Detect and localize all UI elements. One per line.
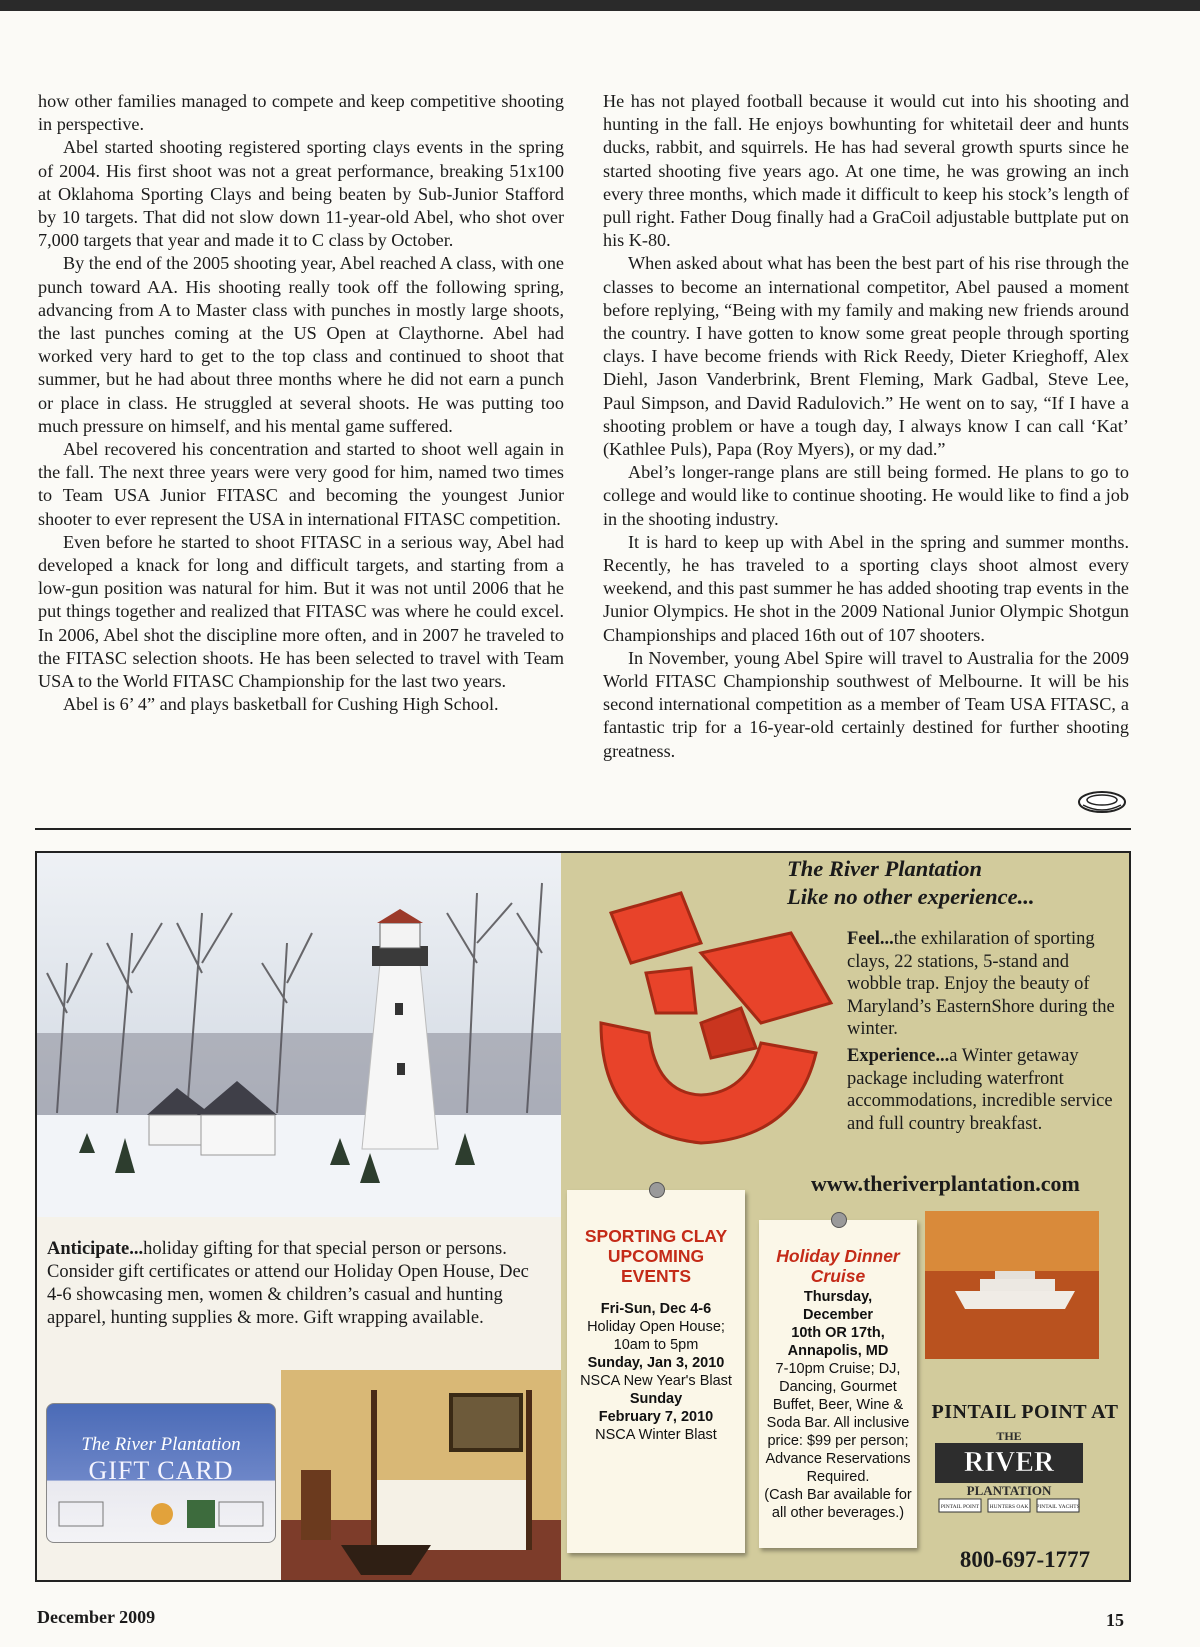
logo-text: THE: [996, 1429, 1022, 1443]
lighthouse-winter-photo: [37, 853, 561, 1217]
logo-text: RIVER: [963, 1447, 1055, 1478]
ad-phone[interactable]: 800-697-1777: [959, 1547, 1091, 1572]
note-line: Sunday, Jan 3, 2010: [587, 1355, 725, 1371]
article-paragraph: Abel’s longer-range plans are still being formed. He plans to go to college and would like to continue shooting. He would like to find a job in the shooting industry.: [603, 462, 1129, 529]
experience-text: a Winter getaway package including waterfront accommodations, incredible service and full country breakfast.: [847, 1045, 1113, 1134]
ad-headline-2: Like no other experience...: [787, 884, 1035, 909]
article-paragraph: how other families managed to compete and keep competitive shooting in perspective.: [38, 91, 564, 135]
experience-lead: Experience...: [847, 1045, 950, 1066]
gift-card-title: The River Plantation: [81, 1434, 241, 1455]
gift-card-image: [46, 1403, 276, 1543]
note-line: NSCA Winter Blast: [595, 1427, 717, 1443]
note-title-line: SPORTING CLAY: [584, 1226, 728, 1246]
events-note-lines: [567, 1300, 745, 1444]
note-line: 7-10pm Cruise; DJ, Dancing, Gourmet Buffet, Beer, Wine & Soda Bar. All inclusive price: $99 per person; Advance Reservations Required.: [765, 1361, 911, 1485]
events-note-title: [567, 1190, 745, 1286]
anticipate-copy: [47, 1238, 537, 1330]
note-line: December: [802, 1307, 874, 1323]
article-column-left: [38, 90, 564, 716]
dinner-note-lines: [759, 1288, 917, 1522]
note-title-line: UPCOMING: [607, 1246, 705, 1266]
pushpin-icon: [649, 1182, 665, 1198]
note-line: 10th OR 17th,: [791, 1325, 885, 1341]
note-title-line: Cruise: [810, 1266, 866, 1286]
note-line: 10am to 5pm: [613, 1337, 699, 1353]
ad-right-panel: [561, 853, 1129, 1580]
article-paragraph: He has not played football because it would cut into his shooting and hunting in the fall. He enjoys bowhunting for whitetail deer and hunts ducks, rabbit, and squirrels. He has had several growth spurts since he started shooting five years ago. At one time, he was growing an inch every three months, which made it difficult to keep his stock’s length of pull right. Father Doug finally had a GraCoil adjustable buttplate put on his K-80.: [603, 91, 1129, 251]
feel-text: the exhilaration of sporting clays, 22 stations, 5-stand and wobble trap. Enjoy the beauty of Maryland’s EasternShore during the winter.: [847, 929, 1115, 1040]
top-border: [0, 0, 1200, 11]
ad-headline-1: The River Plantation: [787, 856, 983, 881]
note-line: Fri-Sun, Dec 4-6: [600, 1301, 712, 1317]
note-line: Thursday,: [803, 1289, 873, 1305]
article-column-right: [603, 90, 1129, 763]
logo-small-text: HUNTERS OAK: [989, 1504, 1029, 1510]
article-paragraph: Abel recovered his concentration and started to shoot well again in the fall. The next three years were very good for him, named two times to Team USA Junior FITASC and becoming the youngest Junior shooter to ever represent the USA in international FITASC competition.: [38, 439, 564, 529]
anticipate-lead: Anticipate...: [47, 1239, 144, 1259]
river-plantation-ad: [35, 851, 1131, 1582]
note-title-line: EVENTS: [620, 1266, 692, 1286]
logo-small-text: PINTAIL YACHTS: [1036, 1504, 1080, 1510]
ad-left-panel: [37, 853, 561, 1580]
article-paragraph: By the end of the 2005 shooting year, Abel reached A class, with one punch toward AA. His shooting really took off the following spring, advancing from A to Master class with punches in mostly large shoots, the last punches coming at the US Open at Claythorne. Abel had worked very hard to get to the top class and continued to shoot that summer, but he had about three months where he did not earn a punch or place in class. He struggled at several shoots. He was putting too much pressure on himself, and his mental game suffered.: [38, 253, 564, 436]
feel-lead: Feel...: [847, 929, 894, 949]
anticipate-text: holiday gifting for that special person or persons. Consider gift certificates or attend our Holiday Open House, Dec 4-6 showcasing men, women & children’s casual and hunting apparel, hunting supplies & more. Gift wrapping available.: [47, 1239, 529, 1328]
article-paragraph: Abel started shooting registered sporting clays events in the spring of 2004. His first shoot was not a great performance, breaking 51x100 at Oklahoma Sporting Clays and being beaten by Sub-Junior Stafford by 10 targets. That did not slow down 11-year-old Abel, who shot over 7,000 targets that year and made it to C class by October.: [38, 137, 564, 251]
issue-date: December 2009: [37, 1607, 156, 1627]
article-paragraph: It is hard to keep up with Abel in the spring and summer months. Recently, he has traveled to a sporting clays shoot almost every weekend, and this past summer he has added shooting trap events in the Junior Olympics. He shot in the 2009 National Junior Olympic Shotgun Championships and placed 16th out of 107 shooters.: [603, 531, 1129, 645]
yacht-sunset-photo: [925, 1211, 1099, 1359]
pintail-point-text: PINTAIL POINT AT: [931, 1401, 1119, 1423]
article-divider: [35, 828, 1131, 830]
article-paragraph: Abel is 6’ 4” and plays basketball for Cushing High School.: [63, 694, 499, 715]
logo-text: PLANTATION: [966, 1483, 1052, 1498]
page-number: 15: [1106, 1610, 1124, 1630]
dinner-note-title: [759, 1220, 917, 1286]
sporting-clay-events-note: [567, 1190, 745, 1553]
article-paragraph: Even before he started to shoot FITASC in a serious way, Abel had developed a knack for long and difficult targets, and starting from a low-gun position was natural for him. But it was not until 2006 that he put things together and realized that FITASC was where he could excel. In 2006, Abel shot the discipline more often, and in 2007 he traveled to the FITASC selection shoots. He has been selected to travel with Team USA to the World FITASC Championship for the last two years.: [38, 531, 564, 692]
holiday-dinner-cruise-note: [759, 1220, 917, 1548]
note-line: Holiday Open House;: [587, 1319, 725, 1335]
bedroom-photo: [281, 1370, 561, 1580]
note-title-line: Holiday Dinner: [776, 1246, 900, 1266]
ad-website[interactable]: www.theriverplantation.com: [811, 1171, 1080, 1196]
note-line: Annapolis, MD: [787, 1343, 889, 1359]
pushpin-icon: [831, 1212, 847, 1228]
gift-card-subtitle: GIFT CARD: [88, 1456, 234, 1485]
gift-card-logos: [57, 1496, 265, 1532]
broken-clay-target-image: [561, 873, 841, 1163]
ad-headline: [787, 855, 1034, 911]
river-plantation-logo: [925, 1423, 1093, 1513]
logo-small-text: PINTAIL POINT: [940, 1504, 980, 1510]
note-line: Sunday: [629, 1391, 683, 1407]
ad-body: [847, 928, 1117, 1139]
article-paragraph: In November, young Abel Spire will travel to Australia for the 2009 World FITASC Championship southwest of Melbourne. It will be his second international competition as a member of Team USA FITASC, a fantastic trip for a 16-year-old certainly destined for further shooting greatness.: [603, 647, 1129, 761]
note-line: NSCA New Year's Blast: [580, 1373, 732, 1389]
note-line: February 7, 2010: [598, 1409, 714, 1425]
note-line: (Cash Bar available for all other beverages.): [764, 1487, 912, 1521]
article-paragraph: When asked about what has been the best part of his rise through the classes to become an international competitor, Abel paused a moment before replying, “Being with my family and making new friends around the country. I have gotten to know some great people through sporting clays. I have become friends with Rick Reedy, Dieter Krieghoff, Alex Diehl, Jason Vanderbrink, Brent Fleming, Mark Gadbal, Steve Lee, Paul Simpson, and David Radulovich.” He went on to say, “If I have a shooting problem or have a tough day, I always know I can call ‘Kat’ (Kathlee Puls), Papa (Roy Myers), or my dad.”: [603, 253, 1129, 460]
clay-target-icon: [1077, 787, 1127, 815]
